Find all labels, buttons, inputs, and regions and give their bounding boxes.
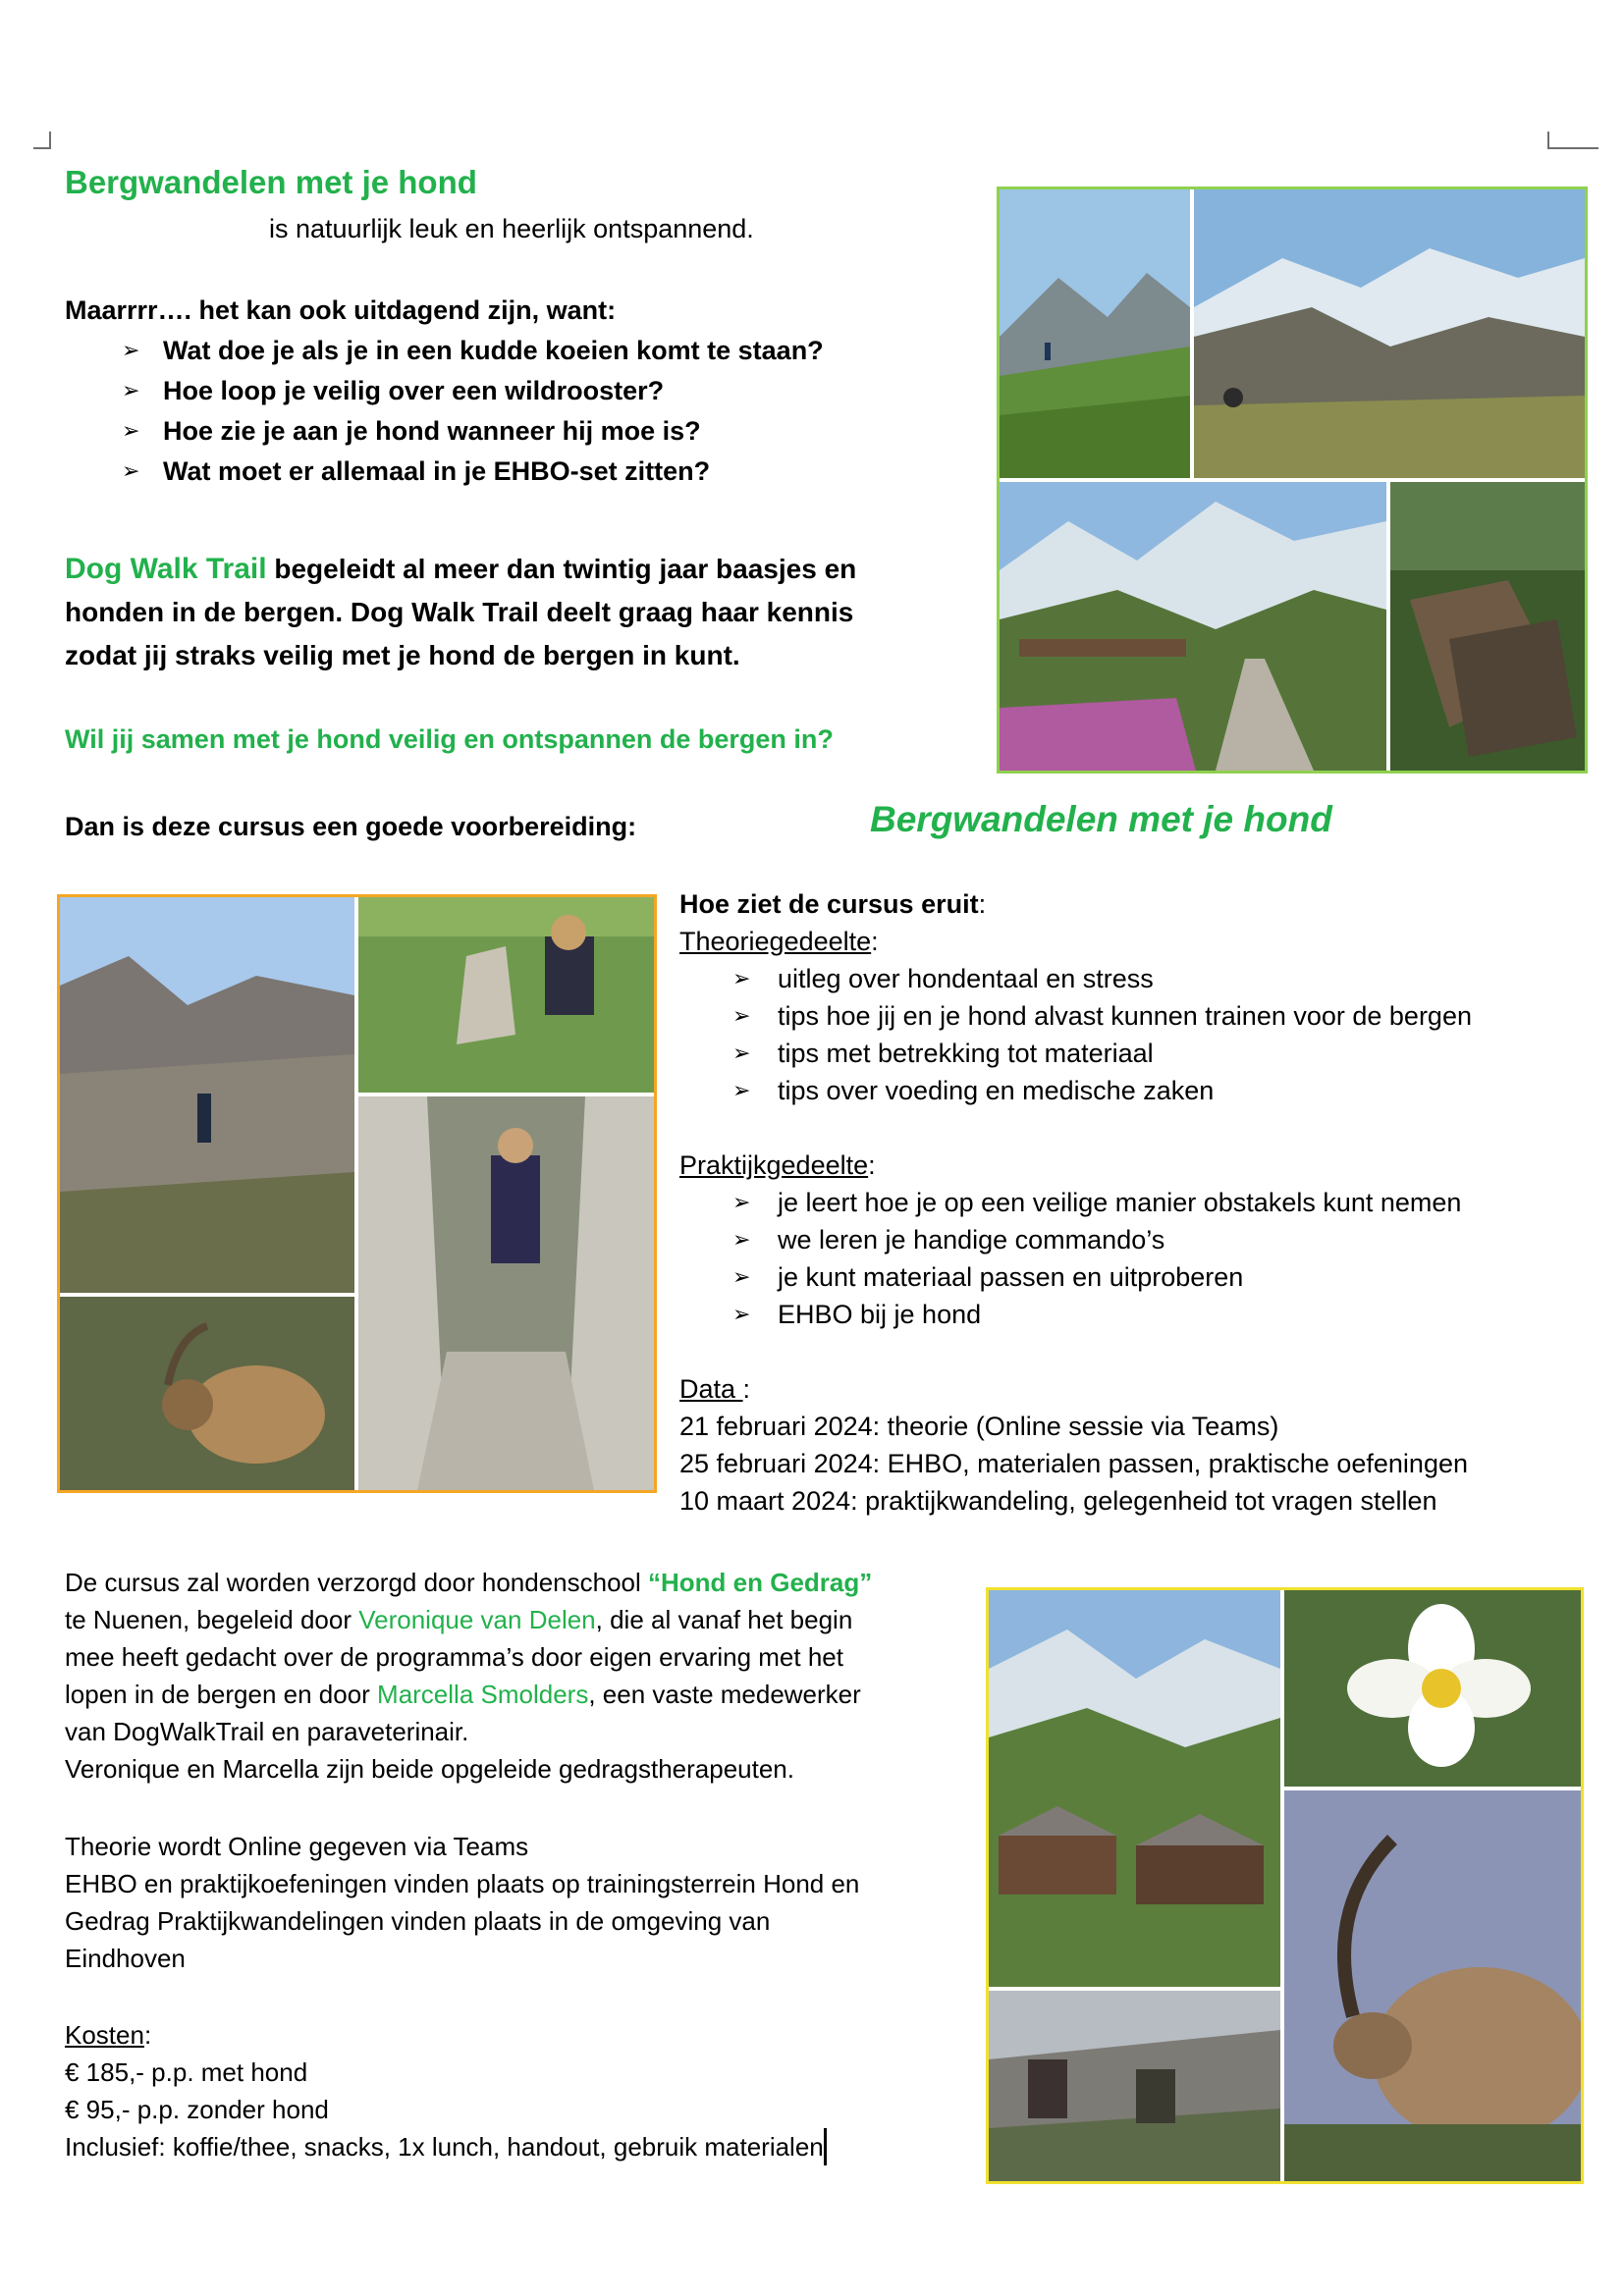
theory-list [732,960,1583,1109]
school-name: “Hond en Gedrag” [648,1568,873,1597]
arrow-bullet-icon: ➢ [732,1003,751,1028]
alpine-village-photo [989,1590,1280,1987]
woman-with-dog-photo [358,897,654,1093]
course-details [679,885,1583,1520]
arrow-bullet-icon: ➢ [122,418,140,443]
list-item: ➢ uitleg over hondentaal en stress [732,960,1583,997]
marcella-name: Marcella Smolders [377,1680,589,1709]
date-item: 21 februari 2024: theorie (Online sessie via Teams) [679,1412,1279,1441]
theory-label: Theoriegedeelte: [679,927,879,956]
date-item: 10 maart 2024: praktijkwandeling, gelegenheid tot vragen stellen [679,1486,1437,1516]
arrow-bullet-icon: ➢ [732,966,751,990]
prep-text: Dan is deze cursus een goede voorbereiding: [65,812,637,841]
arrow-bullet-icon: ➢ [732,1078,751,1102]
mountain-hiker-photo [1000,189,1190,478]
costs-section [65,2016,988,2165]
cost-line: € 95,- p.p. zonder hond [65,2095,329,2124]
ibex-photo [60,1297,354,1490]
list-item: ➢ tips over voeding en medische zaken [732,1072,1583,1109]
cost-line: € 185,- p.p. met hond [65,2057,308,2087]
date-item: 25 februari 2024: EHBO, materialen passen, praktische oefeningen [679,1449,1468,1478]
list-item: ➢ tips hoe jij en je hond alvast kunnen trainen voor de bergen [732,997,1583,1035]
photo-collage-top [997,187,1588,774]
practice-list [732,1184,1583,1333]
photo-collage-middle [57,894,657,1493]
arrow-bullet-icon: ➢ [122,378,140,402]
list-item: ➢ Wat moet er allemaal in je EHBO-set zitten? [122,453,986,493]
practice-label: Praktijkgedeelte: [679,1150,876,1180]
photo-collage-bottom [986,1587,1584,2184]
list-item: ➢ Hoe loop je veilig over een wildrooster? [122,372,986,412]
list-item: ➢ je leert hoe je op een veilige manier obstakels kunt nemen [732,1184,1583,1221]
course-heading: Hoe ziet de cursus eruit: [679,889,987,919]
dates-label: Data : [679,1374,751,1404]
location-paragraph: Theorie wordt Online gegeven via Teams EHBO en praktijkoefeningen vinden plaats op trainingsterrein Hond en Gedrag Praktijkwandelingen vinden plaats in de omgeving van Eindhoven [65,1832,860,1973]
arrow-bullet-icon: ➢ [122,338,140,362]
cost-line: Inclusief: koffie/thee, snacks, 1x lunch, handout, gebruik materialen [65,2128,827,2165]
glacier-photo [1194,189,1585,478]
list-item: ➢ je kunt materiaal passen en uitproberen [732,1258,1583,1296]
resting-hikers-photo [989,1991,1280,2181]
page-title: Bergwandelen met je hond [65,164,477,200]
crop-mark-top-right [1547,132,1598,149]
course-name: Bergwandelen met je hond [870,799,1332,839]
valley-road-photo [1000,482,1386,771]
white-flower-photo [1284,1590,1581,1787]
veronique-name: Veronique van Delen [358,1605,596,1634]
list-item: ➢ Wat doe je als je in een kudde koeien komt te staan? [122,332,986,372]
bridge-crossing-photo [358,1096,654,1490]
hiking-boots-photo [1390,482,1585,771]
list-item: ➢ we leren je handige commando’s [732,1221,1583,1258]
arrow-bullet-icon: ➢ [732,1227,751,1252]
question-list [122,332,986,493]
list-item: ➢ Hoe zie je aan je hond wanneer hij moe is? [122,412,986,453]
crop-mark-top-left [33,132,51,149]
provider-paragraph: De cursus zal worden verzorgd door hondenschool “Hond en Gedrag” te Nuenen, begeleid door Veronique van Delen, die al vanaf het begin mee heeft gedacht over de programma’s door eigen ervaring met het lopen in de bergen en door Marcella Smolders, een vaste medewerker van DogWalkTrail en paraveterinair. Veronique en Marcella zijn beide opgeleide gedragstherapeuten. [65,1568,873,1784]
rocky-trail-photo [60,897,354,1293]
intro-question: Maarrrr…. het kan ook uitdagend zijn, want: [65,295,617,325]
page-subtitle: is natuurlijk leuk en heerlijk ontspannend. [269,214,754,243]
call-to-action: Wil jij samen met je hond veilig en ontspannen de bergen in? [65,724,834,754]
arrow-bullet-icon: ➢ [122,458,140,483]
list-item: ➢ EHBO bij je hond [732,1296,1583,1333]
list-item: ➢ tips met betrekking tot materiaal [732,1035,1583,1072]
dwt-brand: Dog Walk Trail [65,553,267,585]
arrow-bullet-icon: ➢ [732,1041,751,1065]
arrow-bullet-icon: ➢ [732,1264,751,1289]
costs-label: Kosten: [65,2020,152,2050]
ibex-portrait-photo [1284,1790,1581,2181]
arrow-bullet-icon: ➢ [732,1302,751,1326]
arrow-bullet-icon: ➢ [732,1190,751,1214]
dwt-paragraph: Dog Walk Trail begeleidt al meer dan twintig jaar baasjes en honden in de bergen. Dog Walk Trail deelt graag haar kennis zodat jij straks veilig met je hond de bergen in kunt. [65,553,857,670]
